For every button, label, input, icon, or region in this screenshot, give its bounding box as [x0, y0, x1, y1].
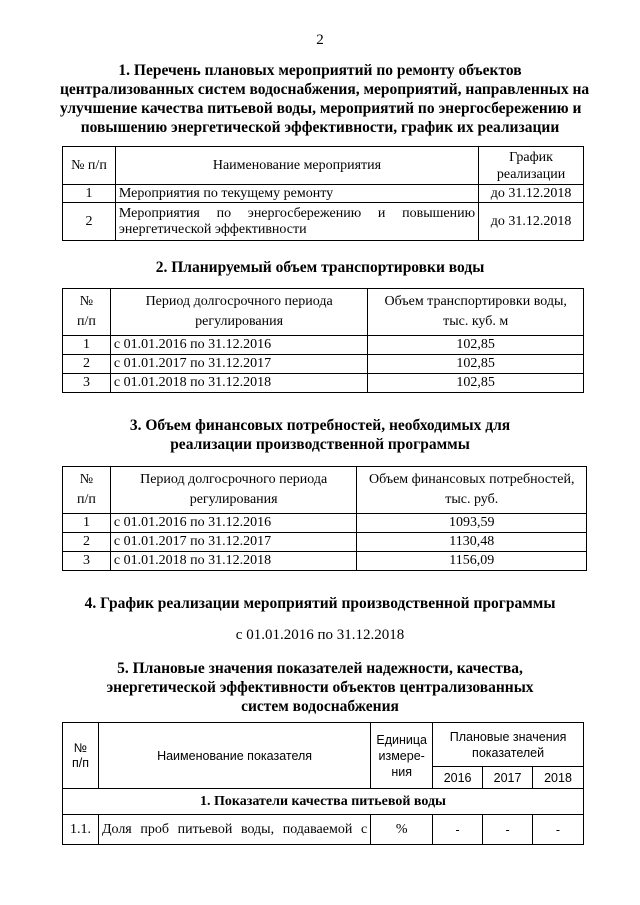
table-row [63, 815, 584, 845]
section5-title-line: энергетической эффективности объектов централизованных [106, 679, 534, 696]
section3-table [62, 466, 587, 571]
row-period: с 01.01.2017 по 31.12.2017 [110, 533, 357, 552]
header-planned-line: Плановые значения [449, 729, 567, 744]
section2-table [62, 288, 584, 393]
header-name: Наименование мероприятия [115, 147, 478, 185]
header-num [63, 289, 111, 336]
row-value: - [483, 815, 533, 845]
row-value: 102,85 [368, 355, 584, 374]
row-unit: % [371, 815, 433, 845]
row-num: 1 [63, 336, 111, 355]
row-value: - [533, 815, 584, 845]
header-value-line: тыс. руб. [445, 492, 499, 507]
header-value [368, 289, 584, 336]
section5-table [62, 722, 584, 845]
table-row [63, 185, 584, 203]
section1-table [62, 146, 584, 241]
row-num: 2 [63, 355, 111, 374]
row-num: 3 [63, 552, 111, 571]
header-period-line: регулирования [189, 492, 278, 507]
row-num: 1.1. [63, 815, 99, 845]
row-name: Доля проб питьевой воды, подаваемой с [98, 815, 370, 845]
row-value: 102,85 [368, 336, 584, 355]
row-date: до 31.12.2018 [479, 185, 584, 203]
row-period: с 01.01.2016 по 31.12.2016 [110, 514, 357, 533]
header-name: Наименование показателя [98, 723, 370, 789]
section3-title [60, 416, 580, 454]
header-num: № п/п [63, 147, 116, 185]
header-num-line: п/п [77, 314, 96, 329]
header-period-line: Период долгосрочного периода [140, 472, 328, 487]
row-period: с 01.01.2016 по 31.12.2016 [110, 336, 367, 355]
header-period [110, 467, 357, 514]
table-row [63, 533, 587, 552]
section1-title [60, 61, 590, 137]
header-schedule-line: реализации [496, 166, 566, 182]
table-row [63, 336, 584, 355]
row-name: Мероприятия по текущему ремонту [115, 185, 478, 203]
row-name-line: энергетической эффективности [118, 221, 307, 237]
header-period-line: Период долгосрочного периода [145, 294, 333, 309]
section1-title-line: повышению энергетической эффективности, график их реализации [80, 119, 560, 136]
section4-period: с 01.01.2016 по 31.12.2018 [235, 627, 405, 643]
row-period: с 01.01.2018 по 31.12.2018 [110, 552, 357, 571]
table-header-row [63, 723, 584, 767]
header-value [357, 467, 587, 514]
section2-title-line: 2. Планируемый объем транспортировки воды [155, 259, 485, 276]
section1-title-line: централизованных систем водоснабжения, мероприятий, направленных на [60, 81, 590, 98]
row-num: 2 [63, 203, 116, 241]
row-value: - [433, 815, 483, 845]
row-value: 1156,09 [357, 552, 587, 571]
row-period: с 01.01.2017 по 31.12.2017 [110, 355, 367, 374]
header-num-line: п/п [77, 492, 96, 507]
section1-title-line: улучшение качества питьевой воды, мероприятий по энергосбережению и [60, 100, 582, 117]
header-unit-line: Единица [376, 732, 427, 747]
section4-title-line: 4. График реализации мероприятий производственной программы [84, 595, 556, 612]
row-num: 2 [63, 533, 111, 552]
row-name-line: Мероприятия по энергосбережению и повышению [118, 205, 476, 221]
header-num-line: № [79, 294, 94, 309]
table-row [63, 203, 584, 241]
page-number: 2 [316, 32, 324, 48]
header-num [63, 467, 111, 514]
row-period: с 01.01.2018 по 31.12.2018 [110, 374, 367, 393]
section1-title-line: 1. Перечень плановых мероприятий по ремонту объектов [118, 62, 522, 79]
table-header-row [63, 467, 587, 514]
header-year: 2016 [433, 767, 483, 789]
header-unit [371, 723, 433, 789]
header-num-line: № [79, 472, 94, 487]
row-num: 3 [63, 374, 111, 393]
header-schedule-line: График [509, 149, 553, 165]
header-planned-line: показателей [472, 745, 545, 760]
header-year: 2017 [483, 767, 533, 789]
header-schedule [479, 147, 584, 185]
table-row [63, 374, 584, 393]
header-value-line: Объем транспортировки воды, [384, 294, 567, 309]
section5-title [60, 659, 580, 716]
group-title: 1. Показатели качества питьевой воды [63, 789, 584, 815]
group-row [63, 789, 584, 815]
header-value-line: тыс. куб. м [443, 314, 509, 329]
header-planned [433, 723, 584, 767]
header-unit-line: измере- [378, 748, 425, 763]
header-unit-line: ния [391, 764, 412, 779]
table-header-row [63, 147, 584, 185]
header-year: 2018 [533, 767, 584, 789]
table-row [63, 355, 584, 374]
header-num-line: № [73, 740, 88, 755]
table-row [63, 552, 587, 571]
table-header-row [63, 289, 584, 336]
row-date: до 31.12.2018 [479, 203, 584, 241]
row-num: 1 [63, 514, 111, 533]
section3-title-line: 3. Объем финансовых потребностей, необходимых для [129, 417, 511, 434]
section5-title-line: 5. Плановые значения показателей надежности, качества, [117, 660, 523, 677]
row-value: 1093,59 [357, 514, 587, 533]
header-period [110, 289, 367, 336]
row-value: 1130,48 [357, 533, 587, 552]
header-num [63, 723, 99, 789]
row-value: 102,85 [368, 374, 584, 393]
header-period-line: регулирования [195, 314, 284, 329]
row-num: 1 [63, 185, 116, 203]
table-row [63, 514, 587, 533]
section3-title-line: реализации производственной программы [170, 436, 470, 453]
section4-title [60, 594, 580, 613]
row-name [115, 203, 478, 241]
section5-title-line: систем водоснабжения [241, 698, 399, 715]
header-value-line: Объем финансовых потребностей, [368, 472, 575, 487]
header-num-line: п/п [71, 755, 89, 770]
section2-title [60, 258, 580, 277]
